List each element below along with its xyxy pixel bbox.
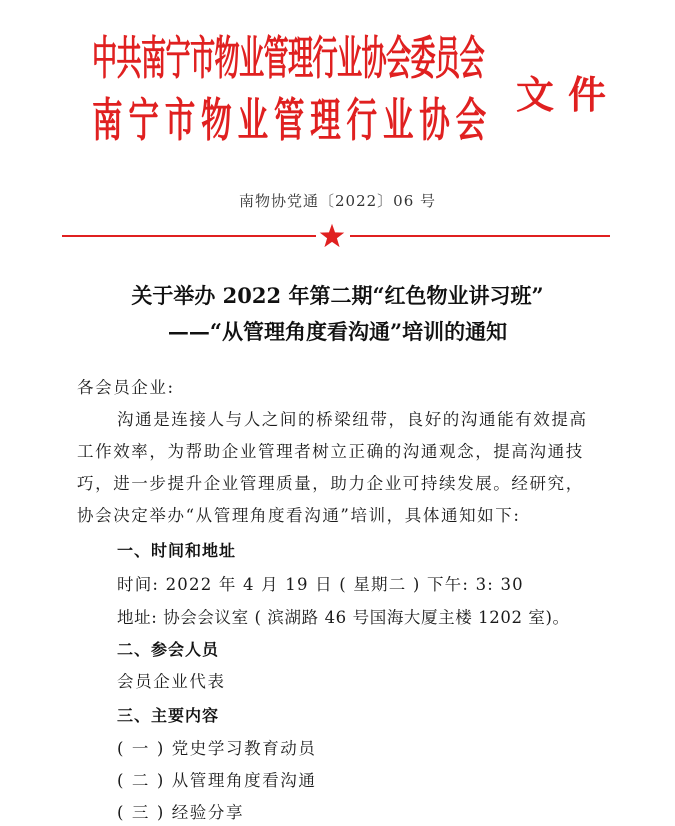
document-number: 南物协党通〔2022〕06 号 bbox=[238, 192, 437, 210]
intro-paragraph-line: 工作效率，为帮助企业管理者树立正确的沟通观念，提高沟通技 bbox=[77, 442, 584, 461]
intro-paragraph-line: 沟通是连接人与人之间的桥梁纽带，良好的沟通能有效提高 bbox=[117, 410, 588, 429]
notice-title-line-2: ——“从管理角度看沟通”培训的通知 bbox=[167, 319, 508, 344]
header-divider-left bbox=[62, 235, 316, 237]
notice-title-line-1: 关于举办 2022 年第二期“红色物业讲习班” bbox=[131, 283, 544, 308]
star-icon bbox=[318, 222, 346, 250]
intro-paragraph-line: 协会决定举办“从管理角度看沟通”培训，具体通知如下: bbox=[77, 506, 521, 525]
section-heading-content: 三、主要内容 bbox=[117, 706, 220, 725]
document-type-label: 文件 bbox=[516, 73, 621, 117]
meeting-place: 地址: 协会会议室 ( 滨湖路 46 号国海大厦主楼 1202 室)。 bbox=[117, 608, 570, 627]
content-item: ( 一 ) 党史学习教育动员 bbox=[117, 739, 317, 758]
content-item: ( 三 ) 经验分享 bbox=[117, 803, 245, 822]
issuing-org-line-2: 南宁市物业管理行业协会 bbox=[92, 93, 492, 147]
salutation: 各会员企业: bbox=[77, 378, 175, 397]
section-heading-attendees: 二、参会人员 bbox=[117, 640, 220, 659]
attendees-text: 会员企业代表 bbox=[117, 672, 226, 691]
header-divider-right bbox=[350, 235, 610, 237]
content-item: ( 二 ) 从管理角度看沟通 bbox=[117, 771, 317, 790]
meeting-time: 时间: 2022 年 4 月 19 日 ( 星期二 ) 下午: 3: 30 bbox=[117, 575, 524, 594]
section-heading-time-place: 一、时间和地址 bbox=[117, 541, 237, 560]
intro-paragraph-line: 巧，进一步提升企业管理质量，助力企业可持续发展。经研究， bbox=[77, 474, 584, 493]
issuing-org-line-1: 中共南宁市物业管理行业协会委员会 bbox=[92, 31, 484, 85]
